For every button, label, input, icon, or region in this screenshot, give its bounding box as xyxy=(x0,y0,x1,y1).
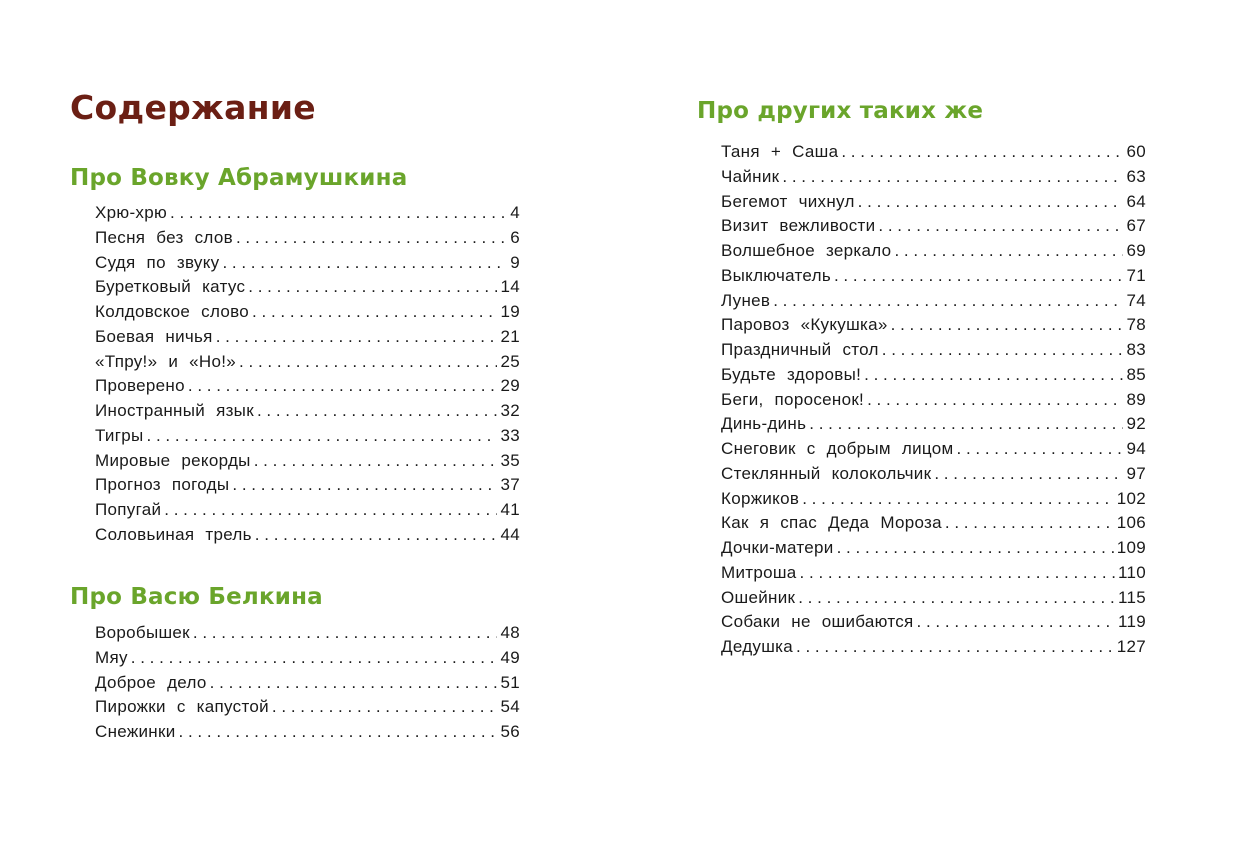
dot-leader xyxy=(891,313,1124,338)
toc-entry-title: Ошейник xyxy=(721,587,796,607)
toc-entry xyxy=(721,635,1146,660)
toc-entry-title: Хрю-хрю xyxy=(95,203,168,222)
toc-entry-title: Бегемот чихнул xyxy=(721,191,855,211)
toc-entry xyxy=(95,251,520,276)
toc-entry xyxy=(721,239,1146,264)
toc-entry-page: 21 xyxy=(500,326,520,346)
toc-entry-page: 109 xyxy=(1116,538,1146,557)
dot-leader xyxy=(800,561,1115,586)
toc-entry-title: Прогноз погоды xyxy=(95,475,230,495)
toc-entry-title: Динь-динь xyxy=(721,414,807,434)
toc-entry-title: Праздничный стол xyxy=(721,340,879,359)
toc-entry-title: Визит вежливости xyxy=(721,216,876,236)
toc-entry-page: 14 xyxy=(500,277,520,297)
dot-leader xyxy=(864,363,1123,388)
toc-entry xyxy=(721,412,1146,437)
toc-entry-title: Снежинки xyxy=(95,722,176,741)
dot-leader xyxy=(934,462,1123,487)
toc-entry xyxy=(721,437,1146,462)
dot-leader xyxy=(837,536,1114,561)
toc-entry xyxy=(95,399,520,424)
toc-entry xyxy=(721,388,1146,413)
toc-entry-title: Митроша xyxy=(721,562,797,582)
toc-entry-title: Попугай xyxy=(95,500,162,519)
section-heading-vovka: Про Вовку Абрамушкина xyxy=(70,165,408,191)
dot-leader xyxy=(255,523,498,548)
toc-entry-title: Буретковый катус xyxy=(95,277,246,297)
toc-entry xyxy=(95,695,520,720)
toc-entry-title: Как я спас Деда Мороза xyxy=(721,513,942,533)
toc-entry-page: 44 xyxy=(500,524,520,544)
toc-entry xyxy=(95,473,520,498)
dot-leader xyxy=(232,473,497,498)
toc-entry xyxy=(721,140,1146,165)
dot-leader xyxy=(878,214,1123,239)
toc-entry-page: 83 xyxy=(1126,340,1146,359)
toc-entry-page: 51 xyxy=(500,672,520,692)
toc-entry-title: Будьте здоровы! xyxy=(721,364,862,384)
dot-leader xyxy=(252,300,497,325)
toc-entry xyxy=(95,275,520,300)
toc-entry-page: 67 xyxy=(1126,216,1146,236)
toc-entry-page: 106 xyxy=(1116,513,1146,533)
dot-leader xyxy=(179,720,498,745)
dot-leader xyxy=(257,399,498,424)
toc-entry-page: 119 xyxy=(1117,612,1146,632)
toc-list-vovka xyxy=(95,201,520,548)
toc-entry-title: Соловьиная трель xyxy=(95,524,252,544)
toc-entry-page: 85 xyxy=(1126,364,1146,384)
toc-entry-page: 92 xyxy=(1126,414,1146,434)
dot-leader xyxy=(782,165,1123,190)
toc-entry-page: 115 xyxy=(1117,587,1146,607)
section-heading-others: Про других таких же xyxy=(697,98,984,124)
dot-leader xyxy=(957,437,1124,462)
section-heading-vasya: Про Васю Белкина xyxy=(70,584,323,610)
dot-leader xyxy=(858,190,1124,215)
dot-leader xyxy=(796,635,1114,660)
toc-entry-page: 69 xyxy=(1126,241,1146,260)
toc-entry xyxy=(721,363,1146,388)
toc-entry-title: Мировые рекорды xyxy=(95,450,251,470)
toc-entry xyxy=(95,226,520,251)
toc-entry-page: 63 xyxy=(1126,166,1146,186)
toc-entry-page: 4 xyxy=(510,203,520,222)
toc-entry-title: Доброе дело xyxy=(95,672,207,692)
dot-leader xyxy=(945,511,1114,536)
toc-entry-page: 49 xyxy=(500,647,520,667)
toc-entry-title: Боевая ничья xyxy=(95,326,213,346)
toc-entry-page: 102 xyxy=(1116,488,1146,508)
toc-entry-title: Стеклянный колокольчик xyxy=(721,463,932,483)
toc-entry-page: 78 xyxy=(1126,315,1146,335)
toc-entry xyxy=(721,289,1146,314)
toc-entry-title: «Тпру!» и «Но!» xyxy=(95,351,237,371)
dot-leader xyxy=(188,374,498,399)
toc-entry xyxy=(95,449,520,474)
toc-entry xyxy=(95,646,520,671)
toc-entry-title: Судя по звуку xyxy=(95,252,220,272)
toc-entry xyxy=(95,300,520,325)
toc-entry-page: 35 xyxy=(500,450,520,470)
toc-entry xyxy=(721,338,1146,363)
toc-entry xyxy=(95,523,520,548)
toc-entry-title: Паровоз «Кукушка» xyxy=(721,315,888,335)
toc-entry-page: 64 xyxy=(1126,191,1146,211)
dot-leader xyxy=(222,251,507,276)
toc-entry xyxy=(721,536,1146,561)
toc-entry-page: 74 xyxy=(1126,290,1146,310)
toc-entry-title: Выключатель xyxy=(721,265,831,285)
toc-entry xyxy=(95,201,520,226)
toc-entry-title: Лунев xyxy=(721,290,771,310)
toc-entry-page: 71 xyxy=(1126,265,1146,285)
dot-leader xyxy=(193,621,498,646)
dot-leader xyxy=(216,325,498,350)
toc-entry xyxy=(721,511,1146,536)
toc-entry xyxy=(95,374,520,399)
toc-entry-title: Песня без слов xyxy=(95,227,233,247)
page-title: Содержание xyxy=(70,88,316,127)
dot-leader xyxy=(164,498,497,523)
dot-leader xyxy=(239,350,497,375)
toc-entry xyxy=(721,487,1146,512)
toc-entry xyxy=(95,498,520,523)
toc-entry-page: 32 xyxy=(500,401,520,420)
toc-entry-title: Дедушка xyxy=(721,637,794,656)
toc-entry xyxy=(95,621,520,646)
toc-entry-page: 41 xyxy=(500,500,520,519)
toc-entry-page: 54 xyxy=(500,697,520,717)
dot-leader xyxy=(773,289,1123,314)
toc-entry xyxy=(721,586,1146,611)
toc-entry-page: 33 xyxy=(500,425,520,445)
toc-entry xyxy=(95,671,520,696)
dot-leader xyxy=(834,264,1124,289)
dot-leader xyxy=(894,239,1123,264)
toc-entry-page: 60 xyxy=(1126,142,1146,161)
toc-entry-title: Собаки не ошибаются xyxy=(721,612,914,632)
toc-entry-page: 29 xyxy=(500,376,520,396)
toc-entry-title: Иностранный язык xyxy=(95,401,254,420)
toc-entry-title: Таня + Саша xyxy=(721,142,839,161)
toc-entry-title: Проверено xyxy=(95,376,185,396)
toc-entry xyxy=(95,720,520,745)
toc-entry-page: 6 xyxy=(510,227,520,247)
toc-entry xyxy=(721,214,1146,239)
toc-entry-page: 97 xyxy=(1126,463,1146,483)
toc-entry-page: 89 xyxy=(1126,389,1146,409)
toc-entry-page: 9 xyxy=(510,252,520,272)
toc-entry xyxy=(721,610,1146,635)
toc-entry-page: 48 xyxy=(500,623,520,642)
toc-entry xyxy=(95,350,520,375)
toc-entry xyxy=(95,325,520,350)
dot-leader xyxy=(170,201,507,226)
dot-leader xyxy=(882,338,1124,363)
toc-entry-title: Чайник xyxy=(721,166,780,186)
dot-leader xyxy=(272,695,498,720)
toc-entry-page: 19 xyxy=(500,302,520,321)
toc-entry-title: Воробышек xyxy=(95,623,190,642)
toc-entry-title: Волшебное зеркало xyxy=(721,241,892,260)
dot-leader xyxy=(131,646,498,671)
dot-leader xyxy=(841,140,1123,165)
toc-list-vasya xyxy=(95,621,520,745)
dot-leader xyxy=(254,449,498,474)
dot-leader xyxy=(809,412,1123,437)
toc-entry xyxy=(721,561,1146,586)
toc-entry xyxy=(721,313,1146,338)
toc-entry-page: 127 xyxy=(1116,637,1146,656)
toc-entry-page: 37 xyxy=(500,475,520,495)
dot-leader xyxy=(248,275,497,300)
toc-entry-title: Беги, поросенок! xyxy=(721,389,865,409)
dot-leader xyxy=(236,226,507,251)
toc-entry-page: 56 xyxy=(500,722,520,741)
toc-entry-page: 25 xyxy=(500,351,520,371)
dot-leader xyxy=(798,586,1115,611)
toc-entry xyxy=(721,165,1146,190)
toc-entry-title: Коржиков xyxy=(721,488,800,508)
toc-entry-title: Дочки-матери xyxy=(721,538,834,557)
toc-entry-page: 94 xyxy=(1126,439,1146,458)
toc-entry xyxy=(721,264,1146,289)
dot-leader xyxy=(802,487,1114,512)
toc-entry-title: Тигры xyxy=(95,425,144,445)
dot-leader xyxy=(867,388,1123,413)
dot-leader xyxy=(917,610,1115,635)
toc-entry-title: Мяу xyxy=(95,647,128,667)
toc-list-others xyxy=(721,140,1146,660)
toc-entry xyxy=(721,462,1146,487)
toc-entry-title: Пирожки с капустой xyxy=(95,697,269,717)
toc-entry-title: Снеговик с добрым лицом xyxy=(721,439,954,458)
toc-entry xyxy=(721,190,1146,215)
toc-entry-page: 110 xyxy=(1117,562,1146,582)
dot-leader xyxy=(147,424,498,449)
toc-entry xyxy=(95,424,520,449)
dot-leader xyxy=(210,671,498,696)
toc-entry-title: Колдовское слово xyxy=(95,302,250,321)
